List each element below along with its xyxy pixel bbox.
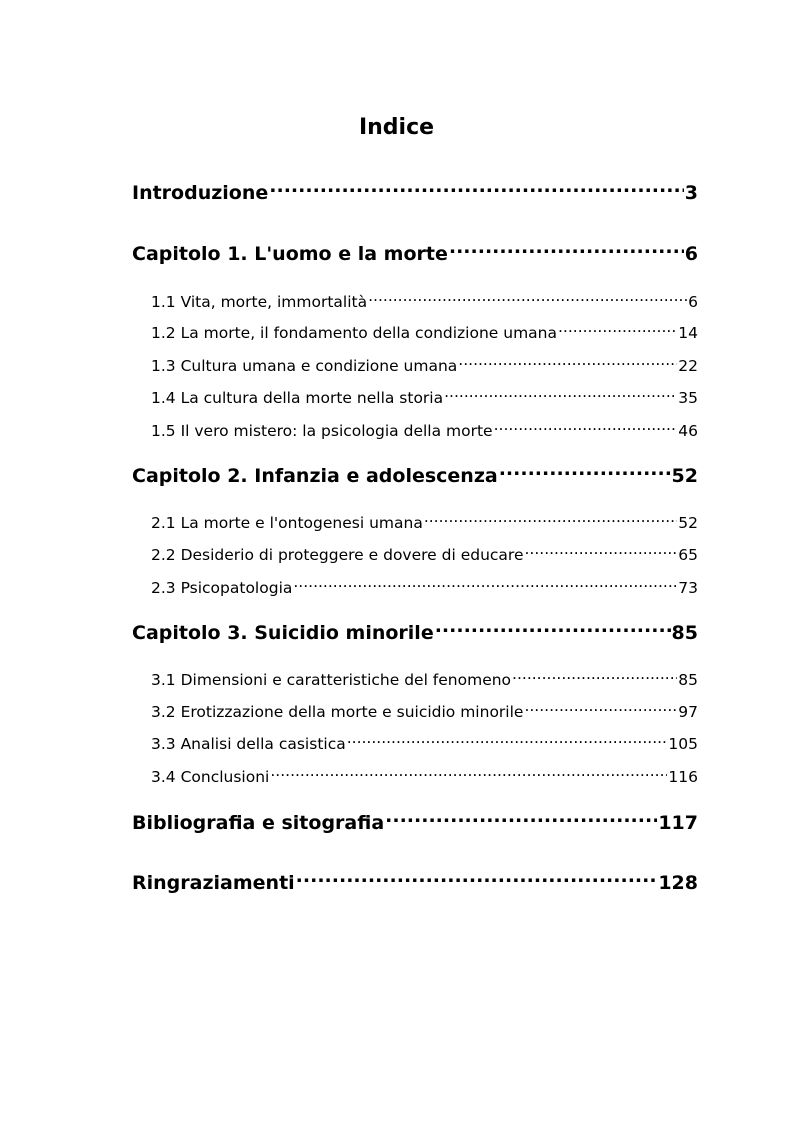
- toc-entry-section-1-4[interactable]: [151, 387, 698, 409]
- toc-entry-label: 1.3 Cultura umana e condizione umana: [151, 357, 458, 375]
- dot-leader: [270, 767, 667, 783]
- toc-entry-page: 117: [658, 812, 698, 834]
- toc-entry-section-1-1[interactable]: [151, 291, 698, 313]
- toc-entry-label: Ringraziamenti: [132, 872, 295, 894]
- toc-entry-section-1-5[interactable]: [151, 420, 698, 442]
- toc-entry-section-2-1[interactable]: [151, 512, 698, 534]
- dot-leader: [499, 463, 671, 482]
- dot-leader: [525, 545, 678, 561]
- toc-entry-label: 2.1 La morte e l'ontogenesi umana: [151, 514, 423, 532]
- dot-leader: [512, 670, 677, 686]
- toc-entry-page: 85: [678, 671, 698, 689]
- toc-entry-page: 97: [678, 703, 698, 721]
- toc-entry-label: 3.4 Conclusioni: [151, 768, 270, 786]
- toc-entry-section-3-4[interactable]: [151, 766, 698, 788]
- toc-entry-page: 52: [678, 514, 698, 532]
- toc-entry-capitolo-2[interactable]: [132, 463, 698, 489]
- toc-entry-label: Capitolo 1. L'uomo e la morte: [132, 243, 448, 265]
- dot-leader: [347, 734, 668, 750]
- toc-entry-page: 6: [684, 243, 698, 265]
- dot-leader: [458, 356, 677, 372]
- toc-entry-label: Capitolo 3. Suicidio minorile: [132, 622, 434, 644]
- dot-leader: [449, 241, 684, 260]
- toc-entry-page: 46: [678, 422, 698, 440]
- dot-leader: [368, 292, 687, 308]
- toc-entry-bibliografia[interactable]: [132, 810, 698, 836]
- toc-entry-page: 35: [678, 389, 698, 407]
- toc-entry-page: 6: [688, 293, 698, 311]
- toc-entry-label: 1.2 La morte, il fondamento della condizione umana: [151, 324, 557, 342]
- toc-entry-page: 3: [684, 182, 698, 204]
- toc-entry-label: 3.1 Dimensioni e caratteristiche del fenomeno: [151, 671, 512, 689]
- toc-entry-section-1-3[interactable]: [151, 355, 698, 377]
- toc-entry-page: 73: [678, 579, 698, 597]
- dot-leader: [293, 578, 677, 594]
- dot-leader: [558, 323, 677, 339]
- toc-entry-label: Bibliografia e sitografia: [132, 812, 385, 834]
- toc-entry-page: 52: [671, 465, 698, 487]
- toc-entry-section-2-2[interactable]: [151, 544, 698, 566]
- toc-entry-label: 1.4 La cultura della morte nella storia: [151, 389, 444, 407]
- toc-entry-ringraziamenti[interactable]: [132, 870, 698, 896]
- toc-entry-label: 3.3 Analisi della casistica: [151, 735, 346, 753]
- toc-entry-page: 14: [678, 324, 698, 342]
- toc-entry-page: 85: [671, 622, 698, 644]
- toc-entry-label: Introduzione: [132, 182, 269, 204]
- page-title: Indice: [358, 115, 435, 140]
- toc-entry-section-3-3[interactable]: [151, 733, 698, 755]
- toc-entry-section-3-2[interactable]: [151, 701, 698, 723]
- toc-entry-page: 22: [678, 357, 698, 375]
- toc-entry-label: 1.5 Il vero mistero: la psicologia della morte: [151, 422, 493, 440]
- toc-entry-page: 105: [668, 735, 698, 753]
- dot-leader: [385, 810, 657, 829]
- dot-leader: [494, 421, 678, 437]
- toc-entry-section-1-2[interactable]: [151, 322, 698, 344]
- toc-entry-page: 65: [678, 546, 698, 564]
- dot-leader: [269, 180, 684, 199]
- dot-leader: [444, 388, 677, 404]
- toc-entry-label: Capitolo 2. Infanzia e adolescenza: [132, 465, 498, 487]
- toc-entry-label: 2.3 Psicopatologia: [151, 579, 293, 597]
- dot-leader: [435, 620, 671, 639]
- dot-leader: [524, 702, 677, 718]
- toc-entry-capitolo-1[interactable]: [132, 241, 698, 267]
- toc-entry-section-2-3[interactable]: [151, 577, 698, 599]
- toc-entry-section-3-1[interactable]: [151, 669, 698, 691]
- toc-entry-page: 128: [658, 872, 698, 894]
- toc-entry-label: 3.2 Erotizzazione della morte e suicidio minorile: [151, 703, 524, 721]
- toc-entry-introduzione[interactable]: [132, 180, 698, 206]
- dot-leader: [424, 513, 677, 529]
- toc-entry-label: 2.2 Desiderio di proteggere e dovere di educare: [151, 546, 524, 564]
- toc-entry-label: 1.1 Vita, morte, immortalità: [151, 293, 368, 311]
- dot-leader: [296, 870, 658, 889]
- toc-entry-capitolo-3[interactable]: [132, 620, 698, 646]
- toc-entry-page: 116: [668, 768, 698, 786]
